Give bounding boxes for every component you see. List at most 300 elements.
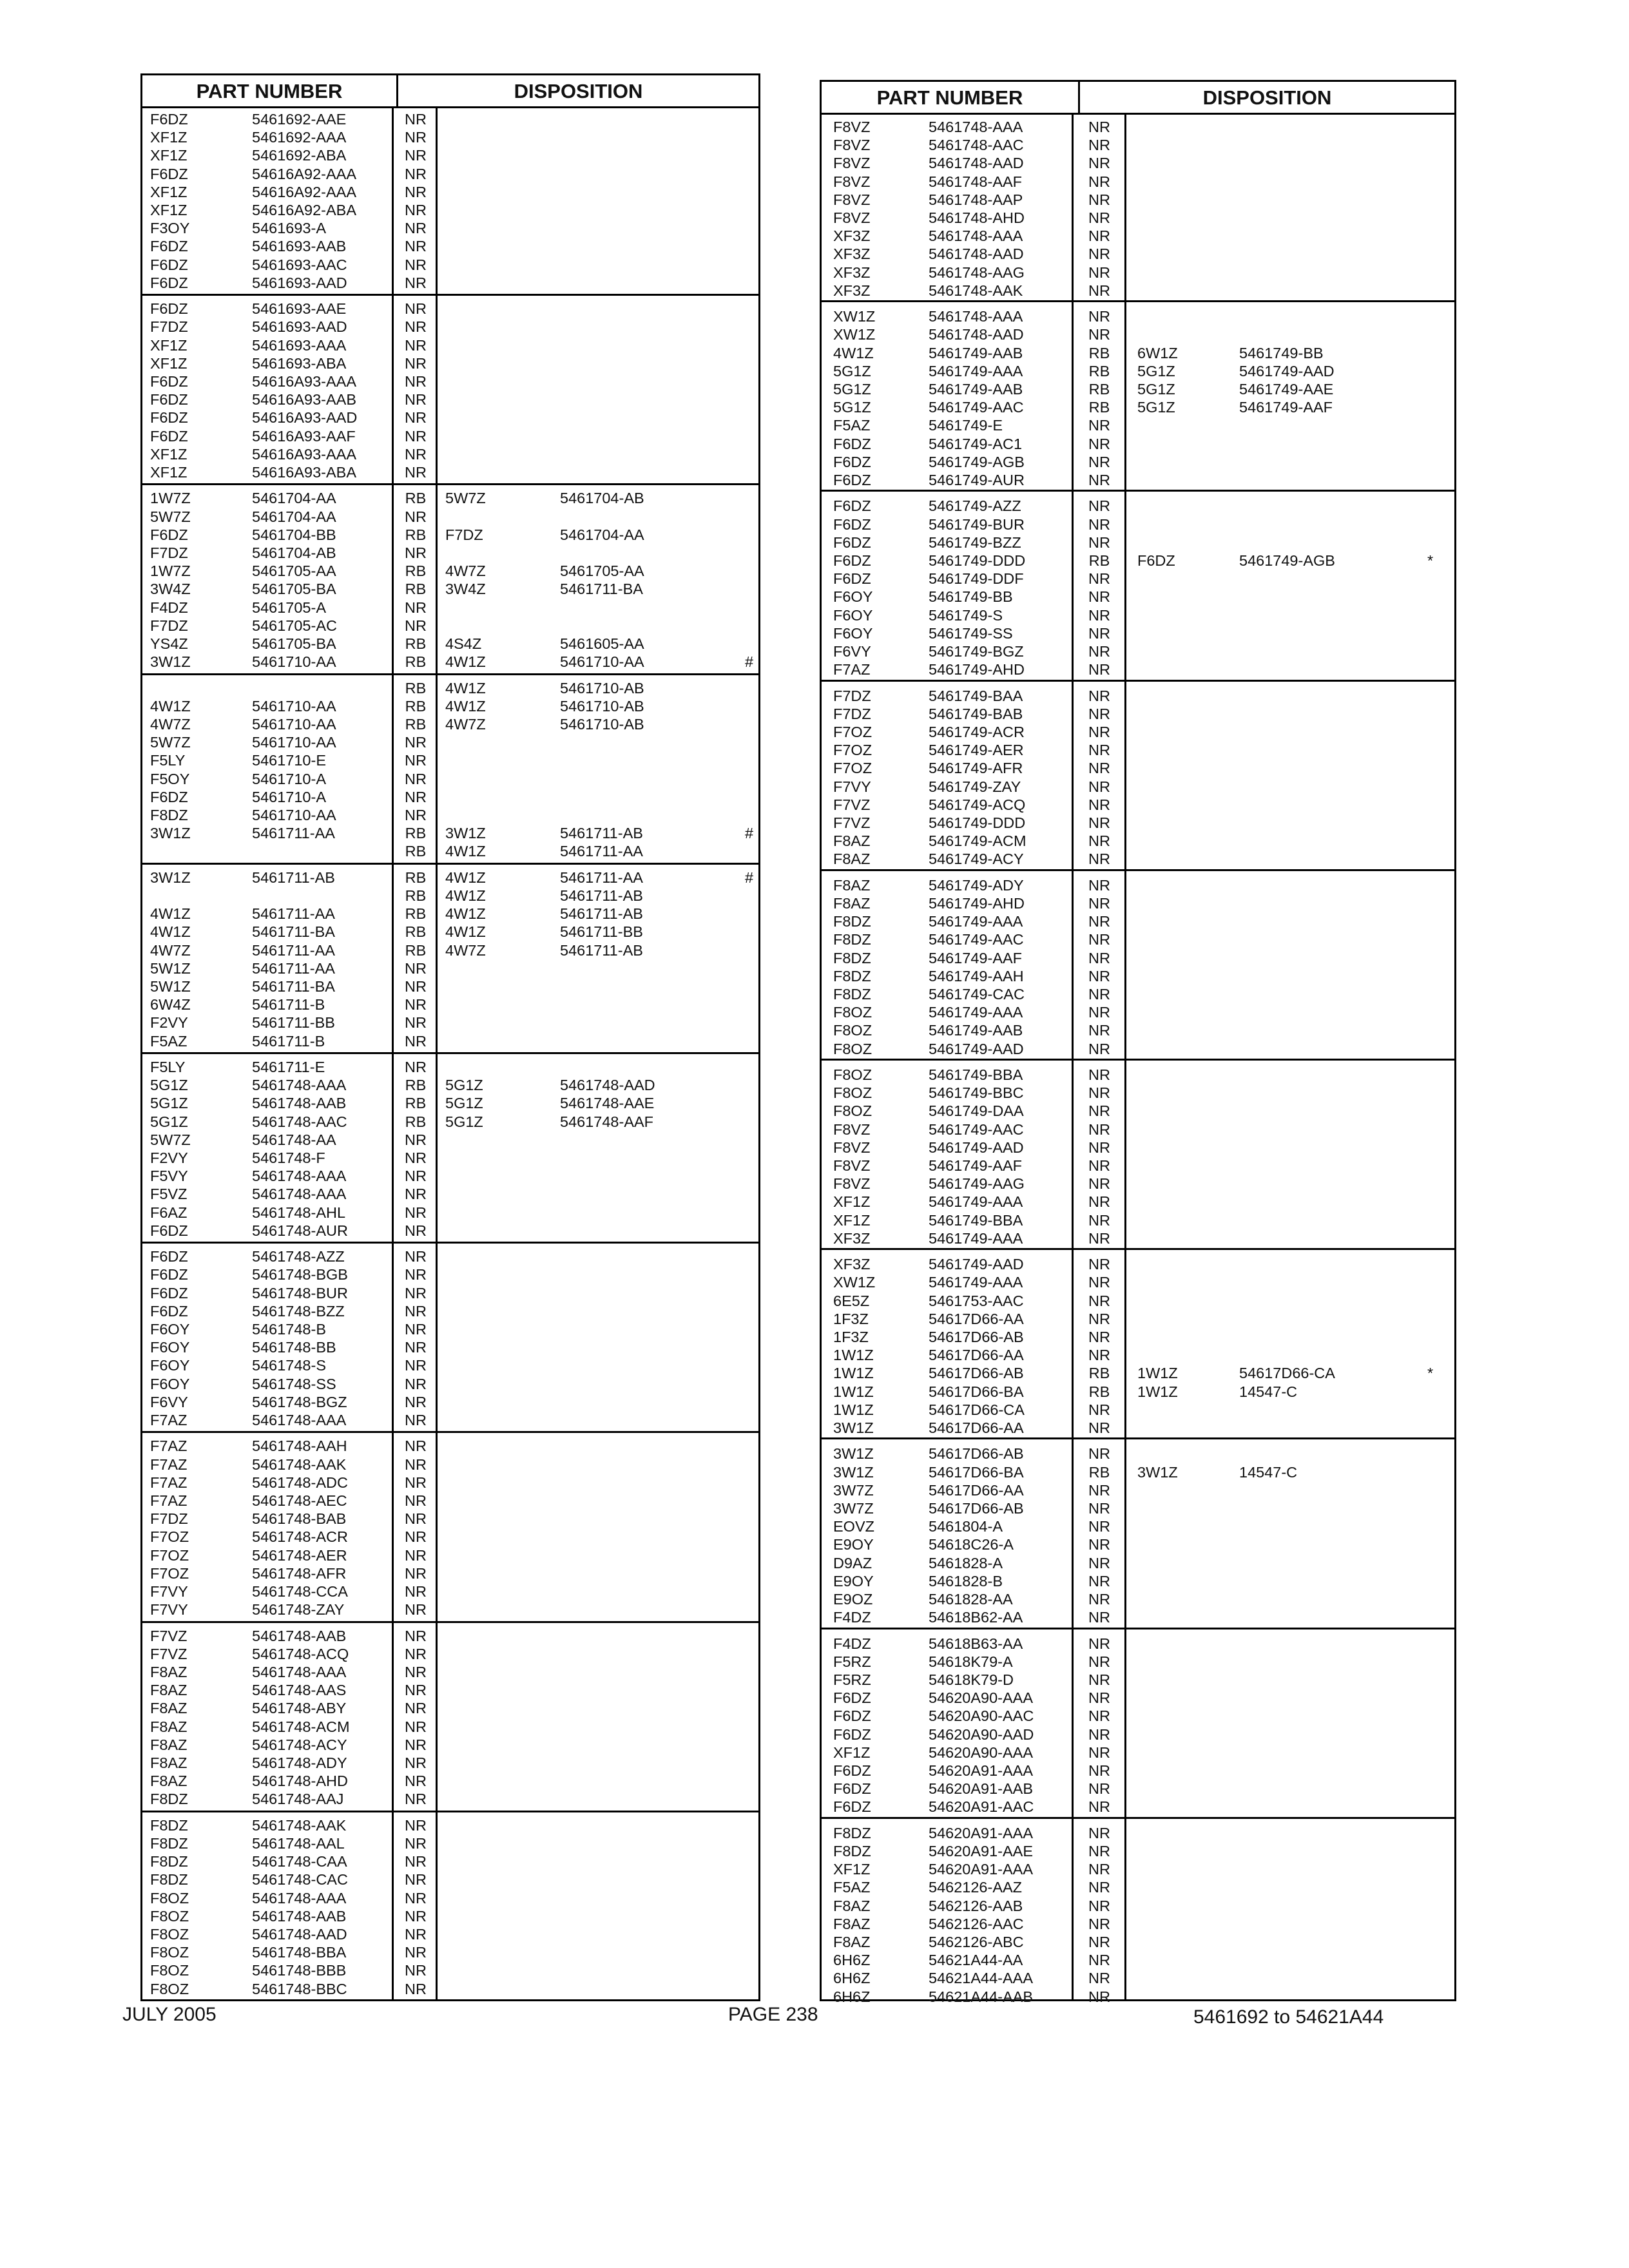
disposition-code-cell: NR — [1088, 1554, 1110, 1571]
prefix-cell: XW1Z — [833, 308, 876, 325]
table-group — [822, 302, 1454, 492]
part-number-cell: 5461704-AA — [252, 508, 336, 525]
table-row — [822, 1842, 1454, 1860]
prefix-cell: 3W1Z — [833, 1419, 874, 1436]
disposition-code-cell: NR — [1088, 1970, 1110, 1987]
disposition-code-cell: NR — [405, 1320, 427, 1338]
prefix-cell: 6H6Z — [833, 1970, 871, 1987]
part-number-cell: 54616A93-AAB — [252, 391, 357, 408]
note-flag-cell: # — [745, 869, 754, 886]
prefix-cell: F8AZ — [150, 1736, 188, 1753]
replacement-part-cell: 5461748-AAF — [560, 1113, 654, 1130]
prefix-cell: F6OY — [833, 588, 873, 606]
prefix-cell: 3W4Z — [150, 581, 191, 598]
part-number-cell: 5461804-A — [929, 1518, 1003, 1535]
disposition-code-cell: NR — [405, 1925, 427, 1943]
table-row — [822, 325, 1454, 343]
disposition-code-cell: NR — [1088, 796, 1110, 813]
table-row — [822, 1824, 1454, 1842]
part-number-cell: 5461693-AAE — [252, 300, 347, 318]
prefix-cell: 1W7Z — [150, 490, 191, 507]
table-row — [142, 1681, 758, 1699]
table-row — [822, 642, 1454, 660]
part-number-cell: 5461711-AA — [252, 905, 335, 923]
part-number-cell: 5461749-BAB — [929, 705, 1023, 722]
part-number-cell: 5461828-AA — [929, 1590, 1013, 1608]
table-group — [822, 1250, 1454, 1439]
prefix-cell: XF1Z — [150, 354, 188, 372]
prefix-cell: E9OY — [833, 1536, 874, 1553]
replacement-part-cell: 5461711-AB — [560, 941, 643, 959]
prefix-cell: F6DZ — [833, 435, 871, 452]
table-row — [822, 136, 1454, 154]
prefix-cell: F8AZ — [833, 1933, 871, 1950]
part-number-cell: 5461711-E — [252, 1059, 325, 1075]
part-number-cell: 54616A93-AAA — [252, 372, 357, 390]
table-row — [142, 508, 758, 526]
table-group — [142, 1244, 758, 1433]
table-group — [142, 1433, 758, 1622]
disposition-code-cell: RB — [405, 697, 427, 715]
disposition-code-cell: NR — [405, 202, 427, 218]
part-number-cell: 5461753-AAC — [929, 1292, 1024, 1309]
prefix-cell: F6DZ — [833, 1707, 871, 1725]
replacement-part-cell: 5461749-AAD — [1239, 362, 1335, 380]
disposition-code-cell: NR — [405, 1168, 427, 1185]
replacement-prefix-cell: 1W1Z — [1137, 1365, 1178, 1382]
table-row — [142, 300, 758, 318]
disposition-code-cell: NR — [1088, 173, 1110, 190]
table-row — [142, 237, 758, 255]
prefix-cell: F8DZ — [833, 967, 871, 985]
note-flag-cell: # — [745, 825, 754, 842]
table-row — [142, 1375, 758, 1393]
table-row — [822, 1139, 1454, 1157]
table-row — [142, 1772, 758, 1790]
part-number-cell: 5461748-AAC — [252, 1113, 347, 1130]
prefix-cell: F6VY — [150, 1393, 188, 1410]
prefix-cell: 5W7Z — [150, 508, 191, 525]
prefix-cell: F7DZ — [150, 318, 188, 336]
part-number-cell: 5461828-B — [929, 1572, 1003, 1590]
disposition-code-cell: RB — [405, 887, 427, 904]
table-group — [142, 675, 758, 865]
prefix-cell: XF3Z — [833, 1229, 871, 1247]
part-number-cell: 54616A92-AAA — [252, 165, 357, 182]
part-number-cell: 5461693-AAA — [252, 336, 347, 354]
table-row — [822, 1040, 1454, 1058]
disposition-code-cell: NR — [1088, 1707, 1110, 1725]
table-row — [142, 1185, 758, 1203]
table-row — [822, 949, 1454, 967]
prefix-cell: F8OZ — [833, 1102, 872, 1120]
disposition-code-cell: NR — [1088, 1120, 1110, 1138]
prefix-cell: XW1Z — [833, 1274, 876, 1291]
prefix-cell: F8AZ — [150, 1663, 188, 1680]
table-row — [142, 1456, 758, 1474]
prefix-cell: F7AZ — [833, 661, 871, 678]
disposition-code-cell: NR — [1088, 245, 1110, 263]
part-number-cell: 5461749-ADY — [929, 876, 1024, 894]
part-number-cell: 5461749-AFR — [929, 760, 1023, 777]
part-number-cell: 5461748-AAL — [252, 1834, 345, 1852]
table-row — [142, 1284, 758, 1302]
table-row — [822, 894, 1454, 912]
prefix-cell: 6H6Z — [833, 1952, 871, 1969]
left-parts-table — [140, 73, 760, 2001]
part-number-cell: 5461748-AAA — [929, 227, 1023, 245]
table-row — [822, 453, 1454, 471]
replacement-part-cell: 5461711-AB — [560, 887, 643, 904]
table-row — [822, 723, 1454, 741]
disposition-code-cell: NR — [405, 1528, 427, 1546]
part-number-cell: 5461692-ABA — [252, 147, 347, 164]
part-number-cell: 54618B63-AA — [929, 1635, 1023, 1652]
replacement-part-cell: 14547-C — [1239, 1463, 1298, 1481]
prefix-cell: F6DZ — [150, 372, 188, 390]
disposition-code-cell: NR — [1088, 624, 1110, 642]
disposition-code-cell: NR — [1088, 723, 1110, 740]
part-number-cell: 5461748-CAC — [252, 1871, 348, 1888]
table-row — [822, 1310, 1454, 1328]
table-row — [142, 1627, 758, 1645]
table-row — [822, 1535, 1454, 1553]
part-number-cell: 5461748-AEC — [252, 1492, 347, 1509]
part-number-cell: 54620A90-AAD — [929, 1725, 1034, 1743]
table-group — [822, 871, 1454, 1061]
prefix-cell: F8AZ — [833, 1897, 871, 1914]
replacement-prefix-cell: 3W1Z — [445, 825, 486, 842]
disposition-code-cell: NR — [405, 1601, 427, 1619]
table-row — [822, 282, 1454, 300]
replacement-prefix-cell: 4W1Z — [445, 697, 486, 715]
part-number-cell: 5461748-SS — [252, 1375, 336, 1392]
table-row — [822, 209, 1454, 227]
table-row — [142, 1582, 758, 1600]
disposition-code-cell: NR — [1088, 1671, 1110, 1688]
prefix-cell: F6DZ — [150, 427, 188, 445]
disposition-code-cell: RB — [405, 562, 427, 580]
part-number-cell: 5461748-AAD — [252, 1925, 347, 1943]
disposition-code-cell: RB — [405, 941, 427, 959]
prefix-cell: XF3Z — [833, 245, 871, 263]
table-row — [822, 985, 1454, 1003]
prefix-cell: F8OZ — [150, 1962, 189, 1979]
disposition-code-cell: NR — [405, 300, 427, 318]
replacement-part-cell: 5461749-BB — [1239, 344, 1324, 361]
part-number-cell: 5461692-AAE — [252, 111, 347, 128]
table-row — [822, 570, 1454, 588]
prefix-cell: F8DZ — [833, 931, 871, 948]
prefix-cell: F8OZ — [150, 1889, 189, 1907]
table-group — [822, 1819, 1454, 2008]
part-number-cell: 5461749-AC1 — [929, 435, 1023, 452]
prefix-cell: 5G1Z — [833, 362, 871, 380]
prefix-cell: XF3Z — [833, 264, 871, 281]
disposition-code-cell: NR — [405, 1871, 427, 1888]
part-number-cell: 5461748-AAJ — [252, 1791, 344, 1808]
disposition-code-cell: NR — [1088, 1328, 1110, 1345]
prefix-cell: XW1Z — [833, 326, 876, 343]
table-row — [822, 1120, 1454, 1139]
part-number-cell: 54617D66-AA — [929, 1419, 1024, 1436]
part-number-cell: 5461749-AUR — [929, 471, 1025, 488]
part-number-cell: 5461749-AAA — [929, 362, 1023, 380]
prefix-cell: 4W1Z — [150, 923, 191, 941]
table-row — [142, 390, 758, 408]
table-row — [142, 1736, 758, 1754]
disposition-code-cell: NR — [405, 318, 427, 336]
part-number-cell: 5462126-ABC — [929, 1933, 1024, 1950]
prefix-cell: F4DZ — [833, 1609, 871, 1626]
disposition-code-cell: NR — [405, 1393, 427, 1410]
disposition-code-cell: NR — [1088, 1256, 1110, 1273]
disposition-code-cell: NR — [1088, 1004, 1110, 1021]
disposition-code-cell: NR — [1088, 1988, 1110, 2005]
prefix-cell: F8AZ — [833, 876, 871, 894]
prefix-cell: 5G1Z — [833, 380, 871, 398]
prefix-cell: F8VZ — [833, 119, 871, 135]
part-number-cell: 5462126-AAZ — [929, 1879, 1023, 1896]
part-number-cell: 54617D66-AA — [929, 1310, 1024, 1327]
disposition-code-cell: NR — [1088, 1229, 1110, 1247]
table-row — [822, 1671, 1454, 1689]
prefix-cell: F6DZ — [150, 1266, 188, 1283]
prefix-cell: F6DZ — [150, 111, 188, 128]
disposition-code-cell: NR — [1088, 1274, 1110, 1291]
disposition-code-cell: NR — [1088, 1798, 1110, 1816]
prefix-cell: F8DZ — [833, 1824, 871, 1841]
disposition-code-cell: NR — [1088, 1635, 1110, 1652]
prefix-cell: F6OY — [150, 1375, 190, 1392]
prefix-cell: F6DZ — [833, 497, 871, 515]
replacement-prefix-cell: 4S4Z — [445, 635, 482, 652]
disposition-code-cell: NR — [405, 752, 427, 769]
disposition-code-cell: NR — [1088, 1193, 1110, 1211]
table-row — [142, 1411, 758, 1429]
disposition-code-cell: NR — [1088, 760, 1110, 777]
table-row — [822, 552, 1454, 570]
prefix-cell: F7VY — [833, 778, 871, 795]
part-number-cell: 54620A90-AAA — [929, 1689, 1034, 1707]
table-group — [822, 1629, 1454, 1819]
disposition-code-cell: NR — [405, 617, 427, 634]
replacement-part-cell: 5461748-AAD — [560, 1077, 655, 1094]
table-row — [142, 1014, 758, 1032]
replacement-part-cell: 14547-C — [1239, 1383, 1298, 1400]
disposition-code-cell: NR — [405, 734, 427, 751]
table-row — [142, 1870, 758, 1888]
disposition-code-cell: RB — [405, 1077, 427, 1094]
part-number-cell: 5461749-CAC — [929, 985, 1025, 1003]
part-number-cell: 5461749-AZZ — [929, 497, 1021, 515]
part-number-cell: 54617D66-BA — [929, 1463, 1024, 1481]
part-number-cell: 5461711-AA — [252, 959, 335, 977]
replacement-part-cell: 5461710-AB — [560, 715, 644, 733]
prefix-cell: F3OY — [150, 220, 190, 237]
part-number-cell: 5461748-AAA — [929, 308, 1023, 325]
part-number-cell: 5461748-AAK — [929, 282, 1023, 299]
disposition-code-cell: NR — [405, 1718, 427, 1735]
disposition-code-cell: NR — [1088, 282, 1110, 299]
disposition-code-cell: NR — [1088, 1040, 1110, 1057]
prefix-cell: F6DZ — [150, 1248, 188, 1265]
prefix-cell: F7OZ — [150, 1564, 189, 1582]
disposition-code-cell: NR — [1088, 1157, 1110, 1174]
prefix-cell: F8OZ — [150, 1925, 189, 1943]
table-row — [142, 463, 758, 481]
part-number-cell: 5461749-BB — [929, 588, 1013, 606]
disposition-code-cell: NR — [405, 1736, 427, 1753]
part-number-cell: 5461710-AA — [252, 697, 336, 715]
prefix-cell: F7VZ — [833, 814, 871, 831]
disposition-code-cell: NR — [405, 1907, 427, 1925]
prefix-cell: XF1Z — [150, 202, 188, 218]
prefix-cell: F5RZ — [833, 1653, 871, 1670]
replacement-prefix-cell: 4W1Z — [445, 923, 486, 941]
replacement-prefix-cell: 3W4Z — [445, 581, 486, 598]
part-number-cell: 5461748-BAB — [252, 1510, 347, 1528]
replacement-part-cell: 5461711-AA — [560, 843, 643, 860]
disposition-code-cell: NR — [1088, 1401, 1110, 1418]
table-row — [142, 887, 758, 905]
replacement-prefix-cell: F7DZ — [445, 526, 483, 543]
replacement-part-cell: 5461711-AB — [560, 825, 643, 842]
disposition-code-cell: NR — [405, 1853, 427, 1870]
disposition-code-cell: NR — [1088, 533, 1110, 551]
disposition-code-cell: RB — [405, 869, 427, 886]
table-row — [822, 814, 1454, 832]
prefix-cell: D9AZ — [833, 1554, 872, 1571]
part-number-cell: 5461749-ACQ — [929, 796, 1026, 813]
disposition-code-cell: RB — [1088, 1383, 1110, 1400]
table-row — [822, 1635, 1454, 1653]
part-number-cell: 5461748-AAS — [252, 1682, 347, 1699]
disposition-code-cell: NR — [1088, 435, 1110, 452]
disposition-code-cell: NR — [405, 147, 427, 164]
prefix-cell: F6DZ — [150, 238, 188, 255]
table-row — [822, 118, 1454, 136]
part-number-cell: 5461748-AAB — [252, 1907, 347, 1925]
disposition-code-cell: NR — [405, 256, 427, 273]
disposition-code-cell: NR — [405, 463, 427, 481]
part-number-cell: 54616A93-AAD — [252, 409, 358, 427]
table-row — [142, 1790, 758, 1808]
prefix-cell: F8OZ — [150, 1980, 189, 1997]
table-row — [142, 1663, 758, 1681]
prefix-cell: XF1Z — [150, 147, 188, 164]
disposition-code-cell: NR — [405, 1474, 427, 1491]
disposition-code-cell: NR — [1088, 1725, 1110, 1743]
prefix-cell: XF1Z — [150, 463, 188, 481]
part-number-cell: 5461711-AB — [252, 869, 335, 886]
prefix-cell: 3W7Z — [833, 1499, 874, 1517]
disposition-code-cell: NR — [1088, 1824, 1110, 1841]
part-number-cell: 5461711-BA — [252, 977, 335, 995]
prefix-cell: XF1Z — [150, 183, 188, 200]
disposition-code-cell: NR — [405, 409, 427, 427]
prefix-cell: F6DZ — [833, 1780, 871, 1798]
part-number-cell: 5461710-AA — [252, 734, 336, 751]
disposition-code-cell: NR — [1088, 119, 1110, 135]
disposition-code-cell: NR — [1088, 1609, 1110, 1626]
part-number-cell: 54616A92-AAA — [252, 183, 357, 200]
part-number-cell: 5461748-BBC — [252, 1980, 347, 1997]
part-number-cell: 54620A90-AAC — [929, 1707, 1034, 1725]
table-row — [142, 1889, 758, 1907]
replacement-prefix-cell: 4W1Z — [445, 905, 486, 923]
prefix-cell: F7DZ — [150, 544, 188, 561]
part-number-cell: 5461748-BUR — [252, 1284, 348, 1302]
prefix-cell: F8AZ — [833, 894, 871, 912]
disposition-code-cell: NR — [405, 1302, 427, 1320]
disposition-code-cell: NR — [405, 1773, 427, 1790]
table-row — [142, 1204, 758, 1222]
disposition-code-cell: NR — [405, 111, 427, 128]
part-number-cell: 54620A91-AAA — [929, 1824, 1034, 1841]
prefix-cell: F8VZ — [833, 155, 871, 172]
part-number-cell: 5461705-BA — [252, 635, 336, 652]
part-number-cell: 5461748-AER — [252, 1546, 347, 1564]
prefix-cell: XF1Z — [833, 1861, 871, 1878]
part-number-cell: 5461710-AA — [252, 715, 336, 733]
table-row — [822, 1463, 1454, 1481]
table-row — [142, 1528, 758, 1546]
part-number-cell: 54616A92-ABA — [252, 202, 357, 218]
part-number-cell: 5461693-AAD — [252, 318, 347, 336]
table-row — [142, 1564, 758, 1582]
part-number-cell: 5461748-AAD — [929, 155, 1024, 172]
table-row — [142, 697, 758, 715]
prefix-cell: F7VY — [150, 1601, 188, 1619]
part-number-cell: 54617D66-CA — [929, 1401, 1025, 1418]
part-number-cell: 5461748-S — [252, 1357, 326, 1374]
table-row — [822, 1707, 1454, 1725]
part-number-cell: 54618K79-A — [929, 1653, 1013, 1670]
disposition-code-cell: NR — [405, 391, 427, 408]
table-row — [142, 1338, 758, 1356]
part-number-cell: 5461748-AHD — [929, 209, 1025, 226]
prefix-cell: F2VY — [150, 1149, 188, 1166]
replacement-prefix-cell: 4W1Z — [445, 843, 486, 860]
table-row — [142, 1474, 758, 1492]
prefix-cell: XF1Z — [833, 1744, 871, 1761]
part-number-cell: 54617D66-AA — [929, 1347, 1024, 1364]
disposition-code-cell: NR — [405, 770, 427, 787]
table-row — [822, 1445, 1454, 1463]
prefix-cell: 4W7Z — [150, 941, 191, 959]
replacement-part-cell: 5461749-AAF — [1239, 399, 1333, 416]
prefix-cell: F8AZ — [833, 832, 871, 850]
part-number-cell: 54616A93-AAA — [252, 445, 357, 463]
part-number-cell: 5461748-AAB — [252, 1627, 347, 1644]
table-row — [142, 635, 758, 653]
table-row — [142, 1094, 758, 1112]
table-row — [822, 912, 1454, 930]
disposition-code-cell: NR — [1088, 705, 1110, 722]
table-row — [142, 1943, 758, 1961]
disposition-code-cell: NR — [1088, 1879, 1110, 1896]
prefix-cell: F8DZ — [150, 1871, 188, 1888]
table-row — [142, 1925, 758, 1943]
disposition-code-cell: NR — [1088, 417, 1110, 434]
table-row — [142, 372, 758, 390]
table-row — [142, 1546, 758, 1564]
table-row — [822, 1084, 1454, 1102]
replacement-part-cell: 5461704-AA — [560, 526, 644, 543]
prefix-cell: F4DZ — [150, 599, 188, 616]
disposition-code-cell: NR — [1088, 1842, 1110, 1860]
